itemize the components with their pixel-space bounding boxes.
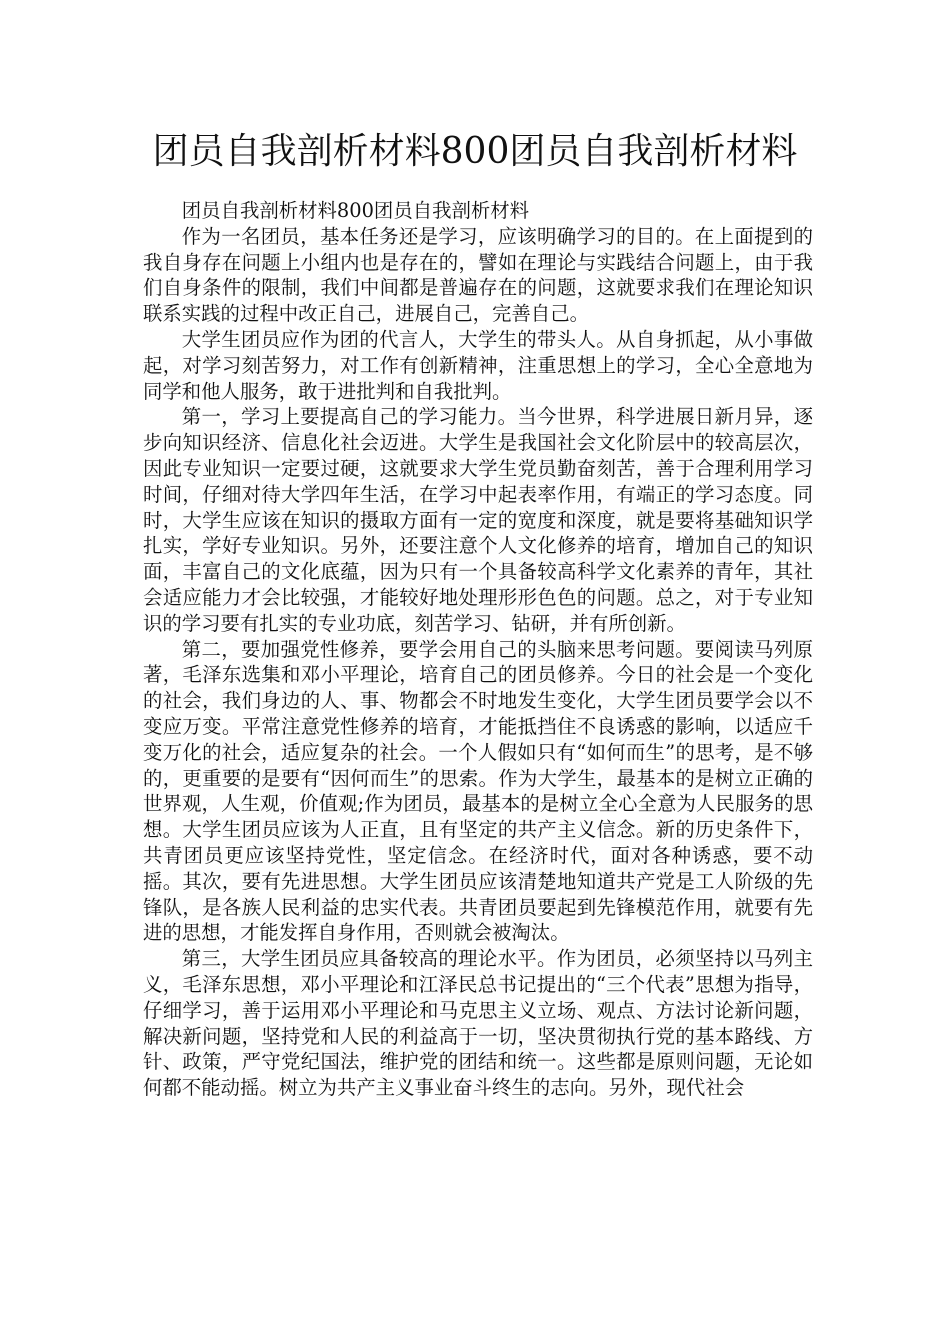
paragraph-first: 第一，学习上要提高自己的学习能力。当今世界，科学进展日新月异，逐步向知识经济、信息化社会迈进。大学生是我国社会文化阶层中的较高层次，因此专业知识一定要过硬，这就要求大学生党员勤奋刻苦，善于合理利用学习时间，仔细对待大学四年生活，在学习中起表率作用，有端正的学习态度。同时，大学生应该在知识的摄取方面有一定的宽度和深度，就是要将基础知识学扎实，学好专业知识。另外，还要注意个人文化修养的培育，增加自己的知识面，丰富自己的文化底蕴，因为只有一个具备较高科学文化素养的青年，其社会适应能力才会比较强，才能较好地处理形形色色的问题。总之，对于专业知识的学习要有扎实的专业功底，刻苦学习、钻研，并有所创新。 (143, 405, 813, 635)
paragraph-intro: 作为一名团员，基本任务还是学习，应该明确学习的目的。在上面提到的我自身存在问题上小组内也是存在的，譬如在理论与实践结合问题上，由于我们自身条件的限制，我们中间都是普遍存在的问题，这就要求我们在理论知识联系实践的过程中改正自己，进展自己，完善自己。 (143, 224, 813, 326)
paragraph-role: 大学生团员应作为团的代言人，大学生的带头人。从自身抓起，从小事做起，对学习刻苦努力，对工作有创新精神，注重思想上的学习，全心全意地为同学和他人服务，敢于进批判和自我批判。 (143, 327, 813, 403)
paragraph-third: 第三，大学生团员应具备较高的理论水平。作为团员，必须坚持以马列主义，毛泽东思想，邓小平理论和江泽民总书记提出的“三个代表”思想为指导，仔细学习，善于运用邓小平理论和马克思主义立场、观点、方法讨论新问题，解决新问题，坚持党和人民的利益高于一切，坚决贯彻执行党的基本路线、方针、政策，严守党纪国法，维护党的团结和统一。这些都是原则问题，无论如何都不能动摇。树立为共产主义事业奋斗终生的志向。另外，现代社会 (143, 947, 813, 1100)
document-title: 团员自我剖析材料800团员自我剖析材料 (152, 131, 798, 172)
paragraph-subtitle: 团员自我剖析材料800团员自我剖析材料 (181, 199, 530, 222)
paragraph-second: 第二，要加强党性修养，要学会用自己的头脑来思考问题。要阅读马列原著，毛泽东选集和邓小平理论，培育自己的团员修养。今日的社会是一个变化的社会，我们身边的人、事、物都会不时地发生变化，大学生团员要学会以不变应万变。平常注意党性修养的培育，才能抵挡住不良诱惑的影响，以适应千变万化的社会，适应复杂的社会。一个人假如只有“如何而生”的思考，是不够的，更重要的是要有“因何而生”的思索。作为大学生，最基本的是树立正确的世界观，人生观，价值观;作为团员，最基本的是树立全心全意为人民服务的思想。大学生团员应该为人正直，且有坚定的共产主义信念。新的历史条件下，共青团员更应该坚持党性，坚定信念。在经济时代，面对各种诱惑，要不动摇。其次，要有先进思想。大学生团员应该清楚地知道共产党是工人阶级的先锋队，是各族人民利益的忠实代表。共青团员要起到先锋模范作用，就要有先进的思想，才能发挥自身作用，否则就会被淘汰。 (143, 637, 813, 945)
document-body (143, 198, 813, 1101)
